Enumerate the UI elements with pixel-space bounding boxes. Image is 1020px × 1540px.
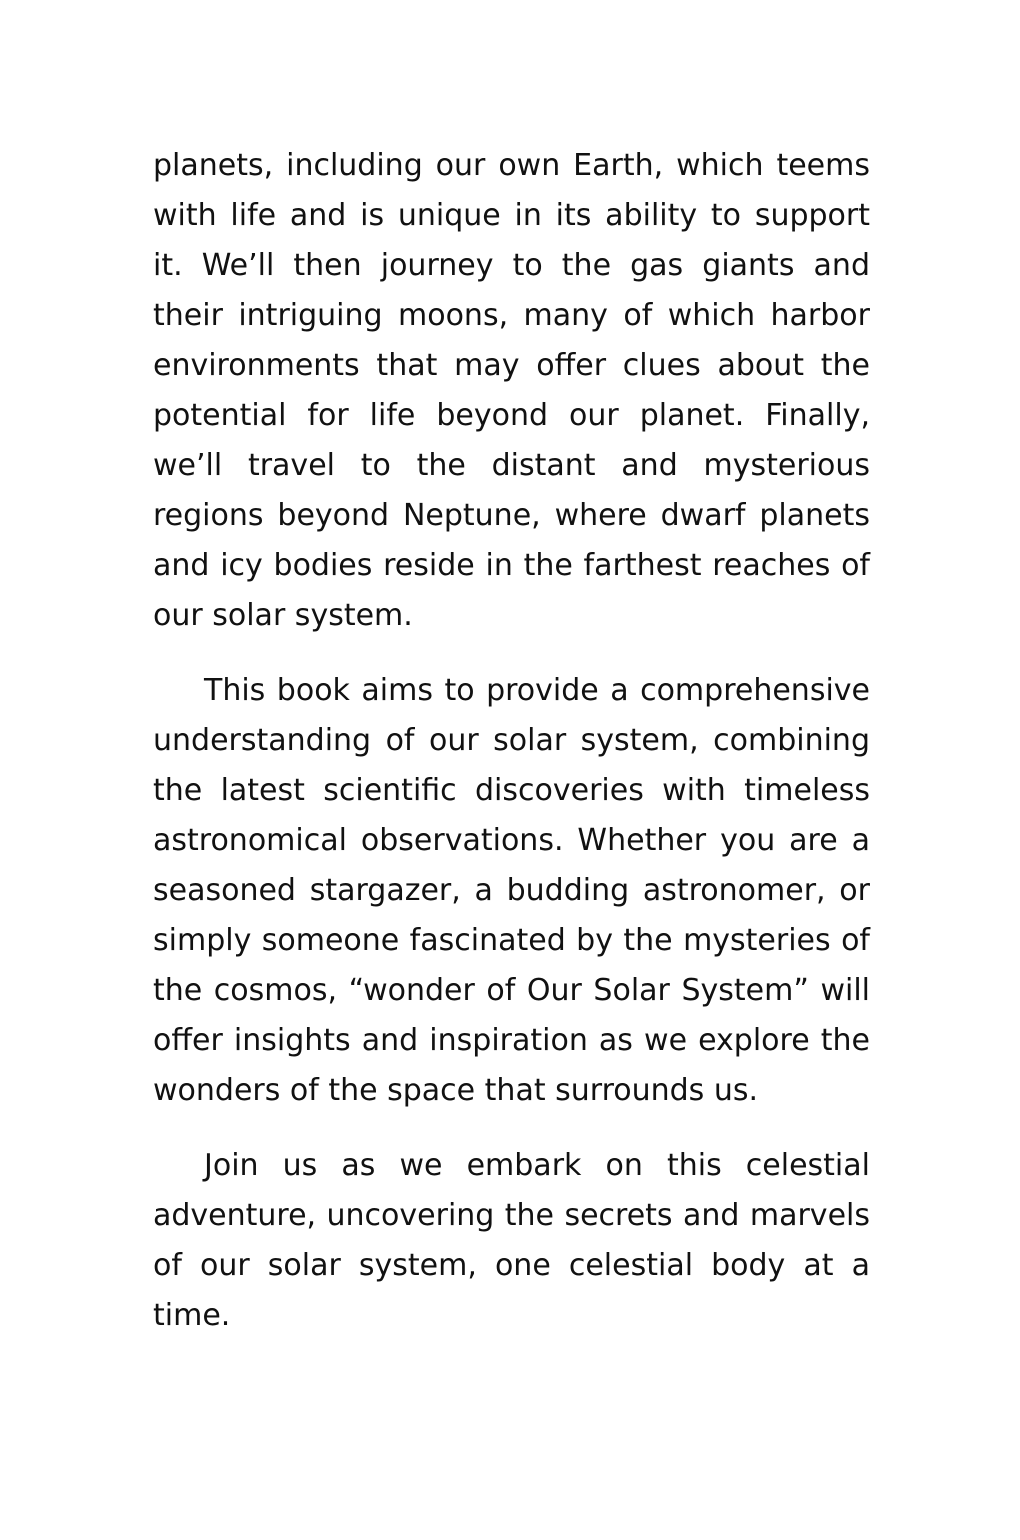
paragraph-join-us: Join us as we embark on this celestial adventure, uncovering the secrets and marvels of our solar system, one celestial body at a time. <box>153 1148 870 1333</box>
body-text <box>153 141 870 1341</box>
paragraph-continuation: planets, including our own Earth, which teems with life and is unique in its ability to support it. We’ll then journey to the gas giants and their intriguing moons, many of which harbor environments that may offer clues about the potential for life beyond our planet. Finally, we’ll travel to the distant and mysterious regions beyond Neptune, where dwarf planets and icy bodies reside in the farthest reaches of our solar system. <box>153 148 870 633</box>
paragraph-book-aims: This book aims to provide a comprehensive understanding of our solar system, combining the latest scientific discoveries with timeless astronomical observations. Whether you are a seasoned stargazer, a budding astronomer, or simply someone fascinated by the mysteries of the cosmos, “wonder of Our Solar System” will offer insights and inspiration as we explore the wonders of the space that surrounds us. <box>153 673 870 1108</box>
